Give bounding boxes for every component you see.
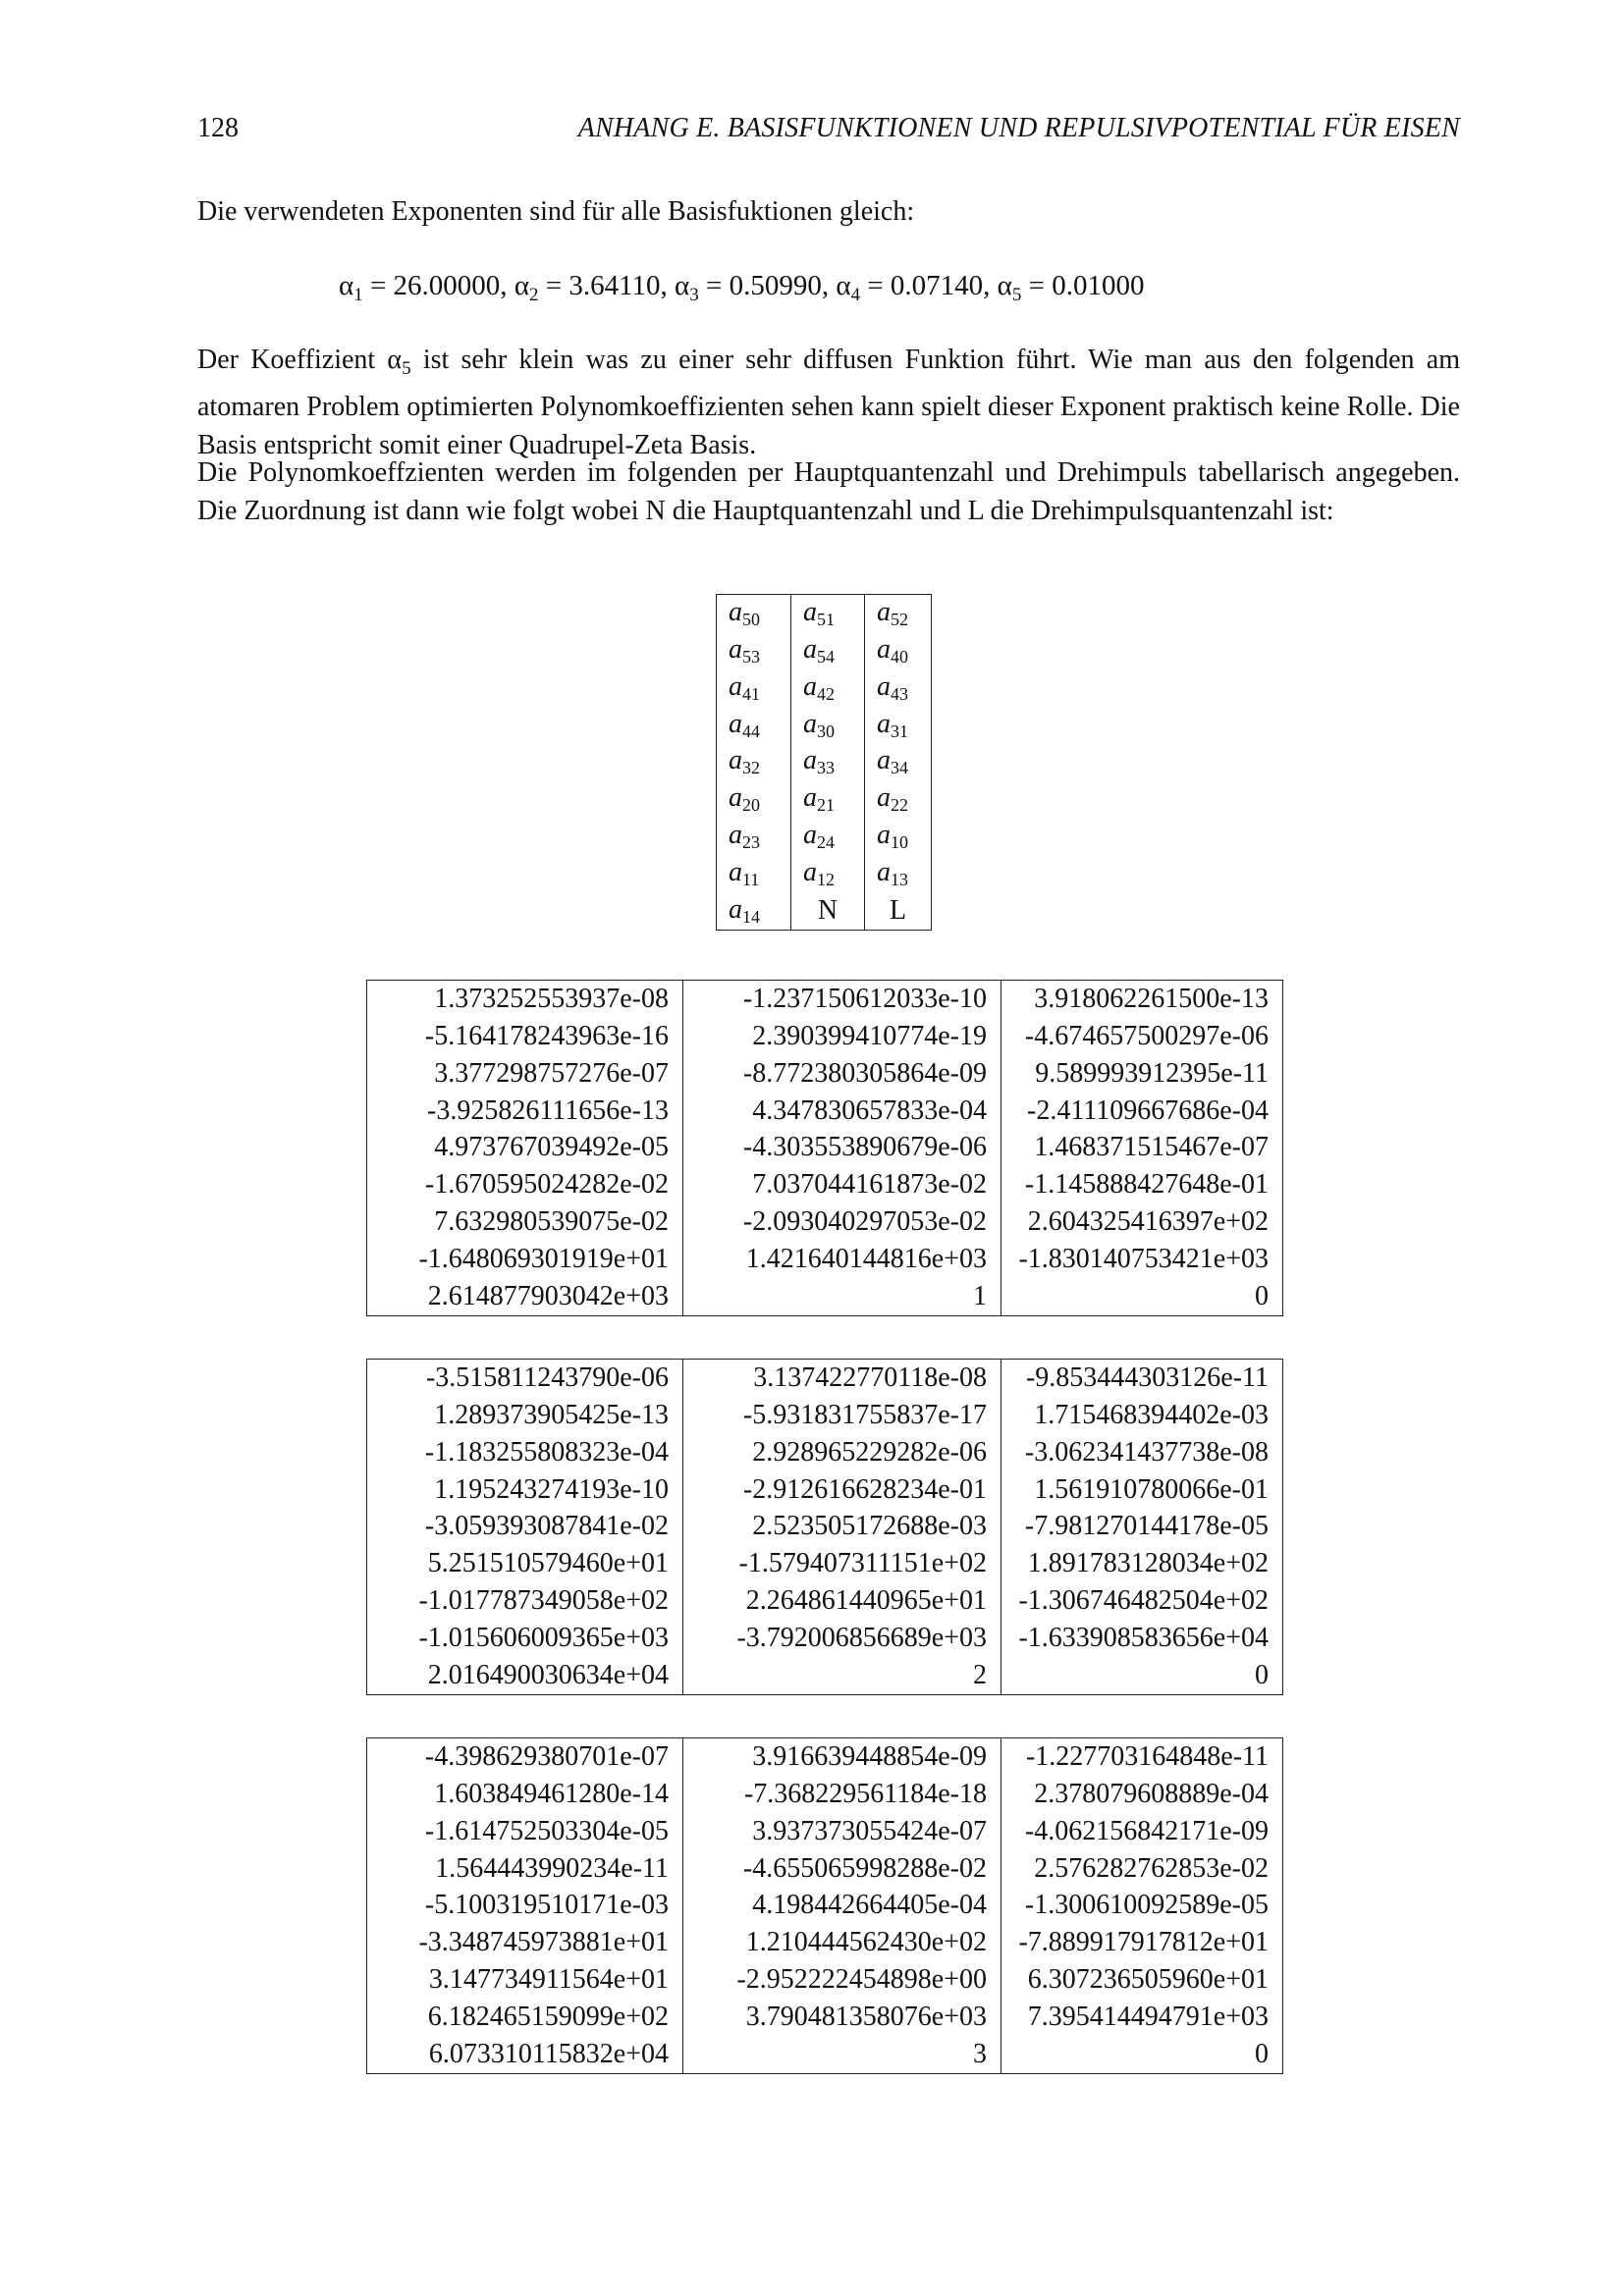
table-row [367,1850,1282,1888]
coefficient-cell: 3.918062261500e-13 [1034,983,1269,1014]
table-row [367,1434,1282,1471]
coefficient-cell: -4.398629380701e-07 [367,1738,683,1776]
coefficient-cell: 1.421640144816e+03 [683,1241,1001,1278]
mapping-cell: $a_{52}$ [877,596,908,629]
coefficient-cell: 0 [1255,2039,1269,2069]
coefficient-cell: -7.981270144178e-05 [1024,1511,1269,1542]
coefficient-cell: 2.378079608889e-04 [1034,1778,1269,1809]
mapping-row [717,892,931,930]
table-row [367,1166,1282,1203]
coefficient-cell: -1.633908583656e+04 [1018,1623,1269,1654]
coefficient-cell: -1.145888427648e-01 [1024,1169,1269,1201]
coefficient-cell: -1.648069301919e+01 [367,1241,683,1278]
table-row [367,1241,1282,1278]
coefficient-cell: 2.390399410774e-19 [683,1018,1001,1055]
exponent-equation [339,266,1144,315]
table-row [367,1093,1282,1130]
mapping-row [717,780,931,818]
coefficient-cell: -3.059393087841e-02 [367,1509,683,1546]
coefficient-cell: -3.925826111656e-13 [367,1093,683,1130]
coefficient-cell: 2.523505172688e-03 [683,1509,1001,1546]
coefficient-cell: -1.670595024282e-02 [367,1166,683,1203]
coefficient-cell: -1.614752503304e-05 [367,1813,683,1850]
coefficient-cell: 0 [1255,1660,1269,1690]
mapping-cell: $a_{10}$ [877,820,908,853]
coefficient-cell: -2.093040297053e-02 [683,1203,1001,1241]
coefficient-cell: 6.307236505960e+01 [1027,1964,1269,1996]
mapping-cell: $a_{42}$ [791,669,865,707]
coefficient-cell: -2.411109667686e-04 [1027,1095,1269,1126]
coefficient-cell: -7.368229561184e-18 [683,1776,1001,1813]
coefficient-cell: 2 [683,1657,1001,1694]
mapping-cell: N [791,892,865,930]
coefficient-cell: 2.264861440965e+01 [683,1582,1001,1620]
coefficient-cell: 3.937373055424e-07 [683,1813,1001,1850]
coefficient-cell: -4.062156842171e-09 [1024,1815,1269,1846]
running-title: ANHANG E. BASISFUNKTIONEN UND REPULSIVPOTENTIAL FÜR EISEN [577,113,1460,143]
table-row [367,1924,1282,1961]
mapping-row [717,818,931,855]
mapping-cell: $a_{22}$ [877,782,908,816]
coefficient-cell: -8.772380305864e-09 [683,1055,1001,1093]
mapping-cell: $a_{21}$ [791,780,865,818]
exponent-term: $\alpha_1 = 26.00000$, [339,270,514,305]
coefficient-cell: -1.579407311151e+02 [683,1545,1001,1582]
coefficient-cell: 3.377298757276e-07 [367,1055,683,1093]
table-row [367,1961,1282,1999]
mapping-cell: $a_{31}$ [877,708,908,741]
mapping-row [717,595,931,632]
coefficient-cell: -2.952222454898e+00 [683,1961,1001,1999]
coefficient-cell: 3.790481358076e+03 [683,1999,1001,2036]
coefficient-cell: -3.515811243790e-06 [367,1360,683,1397]
mapping-cell: $a_{51}$ [791,595,865,632]
coefficient-cell: -1.227703164848e-11 [1025,1740,1269,1772]
mapping-cell: $a_{33}$ [791,744,865,781]
coefficient-cell: 7.395414494791e+03 [1027,2002,1269,2033]
coefficient-cell: -4.655065998288e-02 [683,1850,1001,1888]
coefficient-cell: 1.603849461280e-14 [367,1776,683,1813]
coefficient-cell: -1.830140753421e+03 [1018,1244,1269,1275]
coefficient-table-n1 [366,980,1283,1316]
mapping-cell: $a_{50}$ [717,595,791,632]
coefficient-cell: 6.073310115832e+04 [367,2036,683,2073]
table-row [367,1509,1282,1546]
mapping-cell: $a_{41}$ [717,669,791,707]
table-row [367,1203,1282,1241]
table-row [367,1582,1282,1620]
table-row [367,1471,1282,1509]
table-row [367,1545,1282,1582]
coefficient-cell: 5.251510579460e+01 [367,1545,683,1582]
coefficient-cell: 3.137422770118e-08 [683,1360,1001,1397]
mapping-cell: $a_{43}$ [877,670,908,704]
table-row [367,1776,1282,1813]
coefficient-cell: 1.289373905425e-13 [367,1397,683,1434]
coefficient-cell: 7.632980539075e-02 [367,1203,683,1241]
mapping-cell: $a_{24}$ [791,818,865,855]
coefficient-cell: 2.604325416397e+02 [1027,1206,1269,1238]
coefficient-cell: -2.912616628234e-01 [683,1471,1001,1509]
table-row [367,1018,1282,1055]
mapping-cell: $a_{44}$ [717,707,791,744]
mapping-cell: $a_{12}$ [791,855,865,892]
table-row [367,981,1282,1018]
coefficient-cell: 2.928965229282e-06 [683,1434,1001,1471]
mapping-row [717,707,931,744]
coefficient-cell: 2.016490030634e+04 [367,1657,683,1694]
mapping-cell: $a_{20}$ [717,780,791,818]
coefficient-cell: -3.348745973881e+01 [367,1924,683,1961]
mapping-row [717,669,931,707]
coefficient-table-n2 [366,1359,1283,1695]
coefficient-mapping-table [716,594,932,931]
coefficient-cell: -7.889917917812e+01 [1018,1927,1269,1958]
table-row [367,1888,1282,1925]
coefficient-cell: 1.373252553937e-08 [367,981,683,1018]
table-row [367,1360,1282,1397]
table-row [367,1055,1282,1093]
coefficient-cell: 3.916639448854e-09 [683,1738,1001,1776]
coefficient-cell: 1.891783128034e+02 [1027,1548,1269,1579]
page-number: 128 [197,113,239,143]
table-row [367,1397,1282,1434]
table-row [367,1278,1282,1315]
table-row [367,1813,1282,1850]
coefficient-cell: -1.015606009365e+03 [367,1620,683,1657]
coefficient-cell: -1.306746482504e+02 [1018,1585,1269,1617]
coefficient-cell: 0 [1255,1281,1269,1311]
mapping-cell: $a_{53}$ [717,632,791,669]
table-row [367,2036,1282,2073]
coefficient-cell: -5.164178243963e-16 [367,1018,683,1055]
table-row [367,1657,1282,1694]
coefficient-cell: -1.300610092589e-05 [1024,1890,1269,1921]
coefficient-cell: -3.792006856689e+03 [683,1620,1001,1657]
exponent-term: $\alpha_2 = 3.64110$, [514,270,676,305]
table-row [367,1620,1282,1657]
coefficient-cell: 9.589993912395e-11 [1035,1057,1269,1089]
mapping-cell: $a_{14}$ [717,892,791,930]
coefficient-cell: 3 [683,2036,1001,2073]
coefficient-cell: 1.564443990234e-11 [367,1850,683,1888]
coefficient-cell: 1.210444562430e+02 [683,1924,1001,1961]
coefficient-cell: -1.017787349058e+02 [367,1582,683,1620]
mapping-cell: $a_{30}$ [791,707,865,744]
mapping-row [717,744,931,781]
coefficient-cell: 2.614877903042e+03 [367,1278,683,1315]
mapping-row [717,632,931,669]
exponent-term: $\alpha_5 = 0.01000$ [997,270,1145,305]
coefficient-cell: 3.147734911564e+01 [367,1961,683,1999]
coefficient-cell: -9.853444303126e-11 [1025,1362,1269,1393]
coefficient-cell: -4.674657500297e-06 [1024,1020,1269,1051]
coefficient-cell: -3.062341437738e-08 [1024,1436,1269,1468]
mapping-cell: $a_{34}$ [877,745,908,778]
mapping-cell: $a_{11}$ [717,855,791,892]
coefficient-cell: 1.715468394402e-03 [1034,1399,1269,1430]
coefficient-table-n3 [366,1737,1283,2074]
table-row [367,1738,1282,1776]
coefficient-cell: 1 [683,1278,1001,1315]
coefficient-cell: 7.037044161873e-02 [683,1166,1001,1203]
assignment-paragraph: Die Polynomkoeffzienten werden im folgenden per Hauptquantenzahl und Drehimpuls tabellarisch angegeben. Die Zuordnung ist dann wie folgt wobei N die Hauptquantenzahl und L die Drehimpulsquantenzahl ist: [197,457,1460,526]
mapping-cell: $a_{13}$ [877,857,908,890]
coefficient-cell: 1.468371515467e-07 [1034,1132,1269,1163]
page-header [197,109,1460,148]
coefficient-cell: 6.182465159099e+02 [367,1999,683,2036]
mapping-row [717,855,931,892]
mapping-cell: $a_{40}$ [877,633,908,667]
mapping-cell: $a_{54}$ [791,632,865,669]
mapping-cell: $a_{23}$ [717,818,791,855]
coefficient-cell: -4.303553890679e-06 [683,1130,1001,1167]
intro-paragraph: Die verwendeten Exponenten sind für alle Basisfuktionen gleich: [197,196,915,227]
coefficient-cell: -1.237150612033e-10 [683,981,1001,1018]
table-row [367,1999,1282,2036]
exponent-term: $\alpha_4 = 0.07140$, [836,270,998,305]
exponent-term: $\alpha_3 = 0.50990$, [675,270,837,305]
coefficient-cell: -5.931831755837e-17 [683,1397,1001,1434]
mapping-cell: $a_{32}$ [717,744,791,781]
coefficient-cell: 4.973767039492e-05 [367,1130,683,1167]
coefficient-cell: 4.347830657833e-04 [683,1093,1001,1130]
coefficient-cell: 4.198442664405e-04 [683,1888,1001,1925]
coefficient-cell: 1.195243274193e-10 [367,1471,683,1509]
mapping-cell: L [889,895,907,926]
table-row [367,1130,1282,1167]
coefficient-cell: 1.561910780066e-01 [1034,1473,1269,1505]
coefficient-cell: -5.100319510171e-03 [367,1888,683,1925]
coefficient-remark-paragraph: Der Koeffizient $\alpha_5$ ist sehr klein was zu einer sehr diffusen Funktion führt. Wie man aus den folgenden am atomaren Problem optimierten Polynomkoeffizienten sehen kann spielt dieser Exponent praktisch keine Rolle. Die Basis entspricht somit einer Quadrupel-Zeta Basis. [197,345,1460,460]
coefficient-cell: 2.576282762853e-02 [1034,1852,1269,1884]
coefficient-cell: -1.183255808323e-04 [367,1434,683,1471]
